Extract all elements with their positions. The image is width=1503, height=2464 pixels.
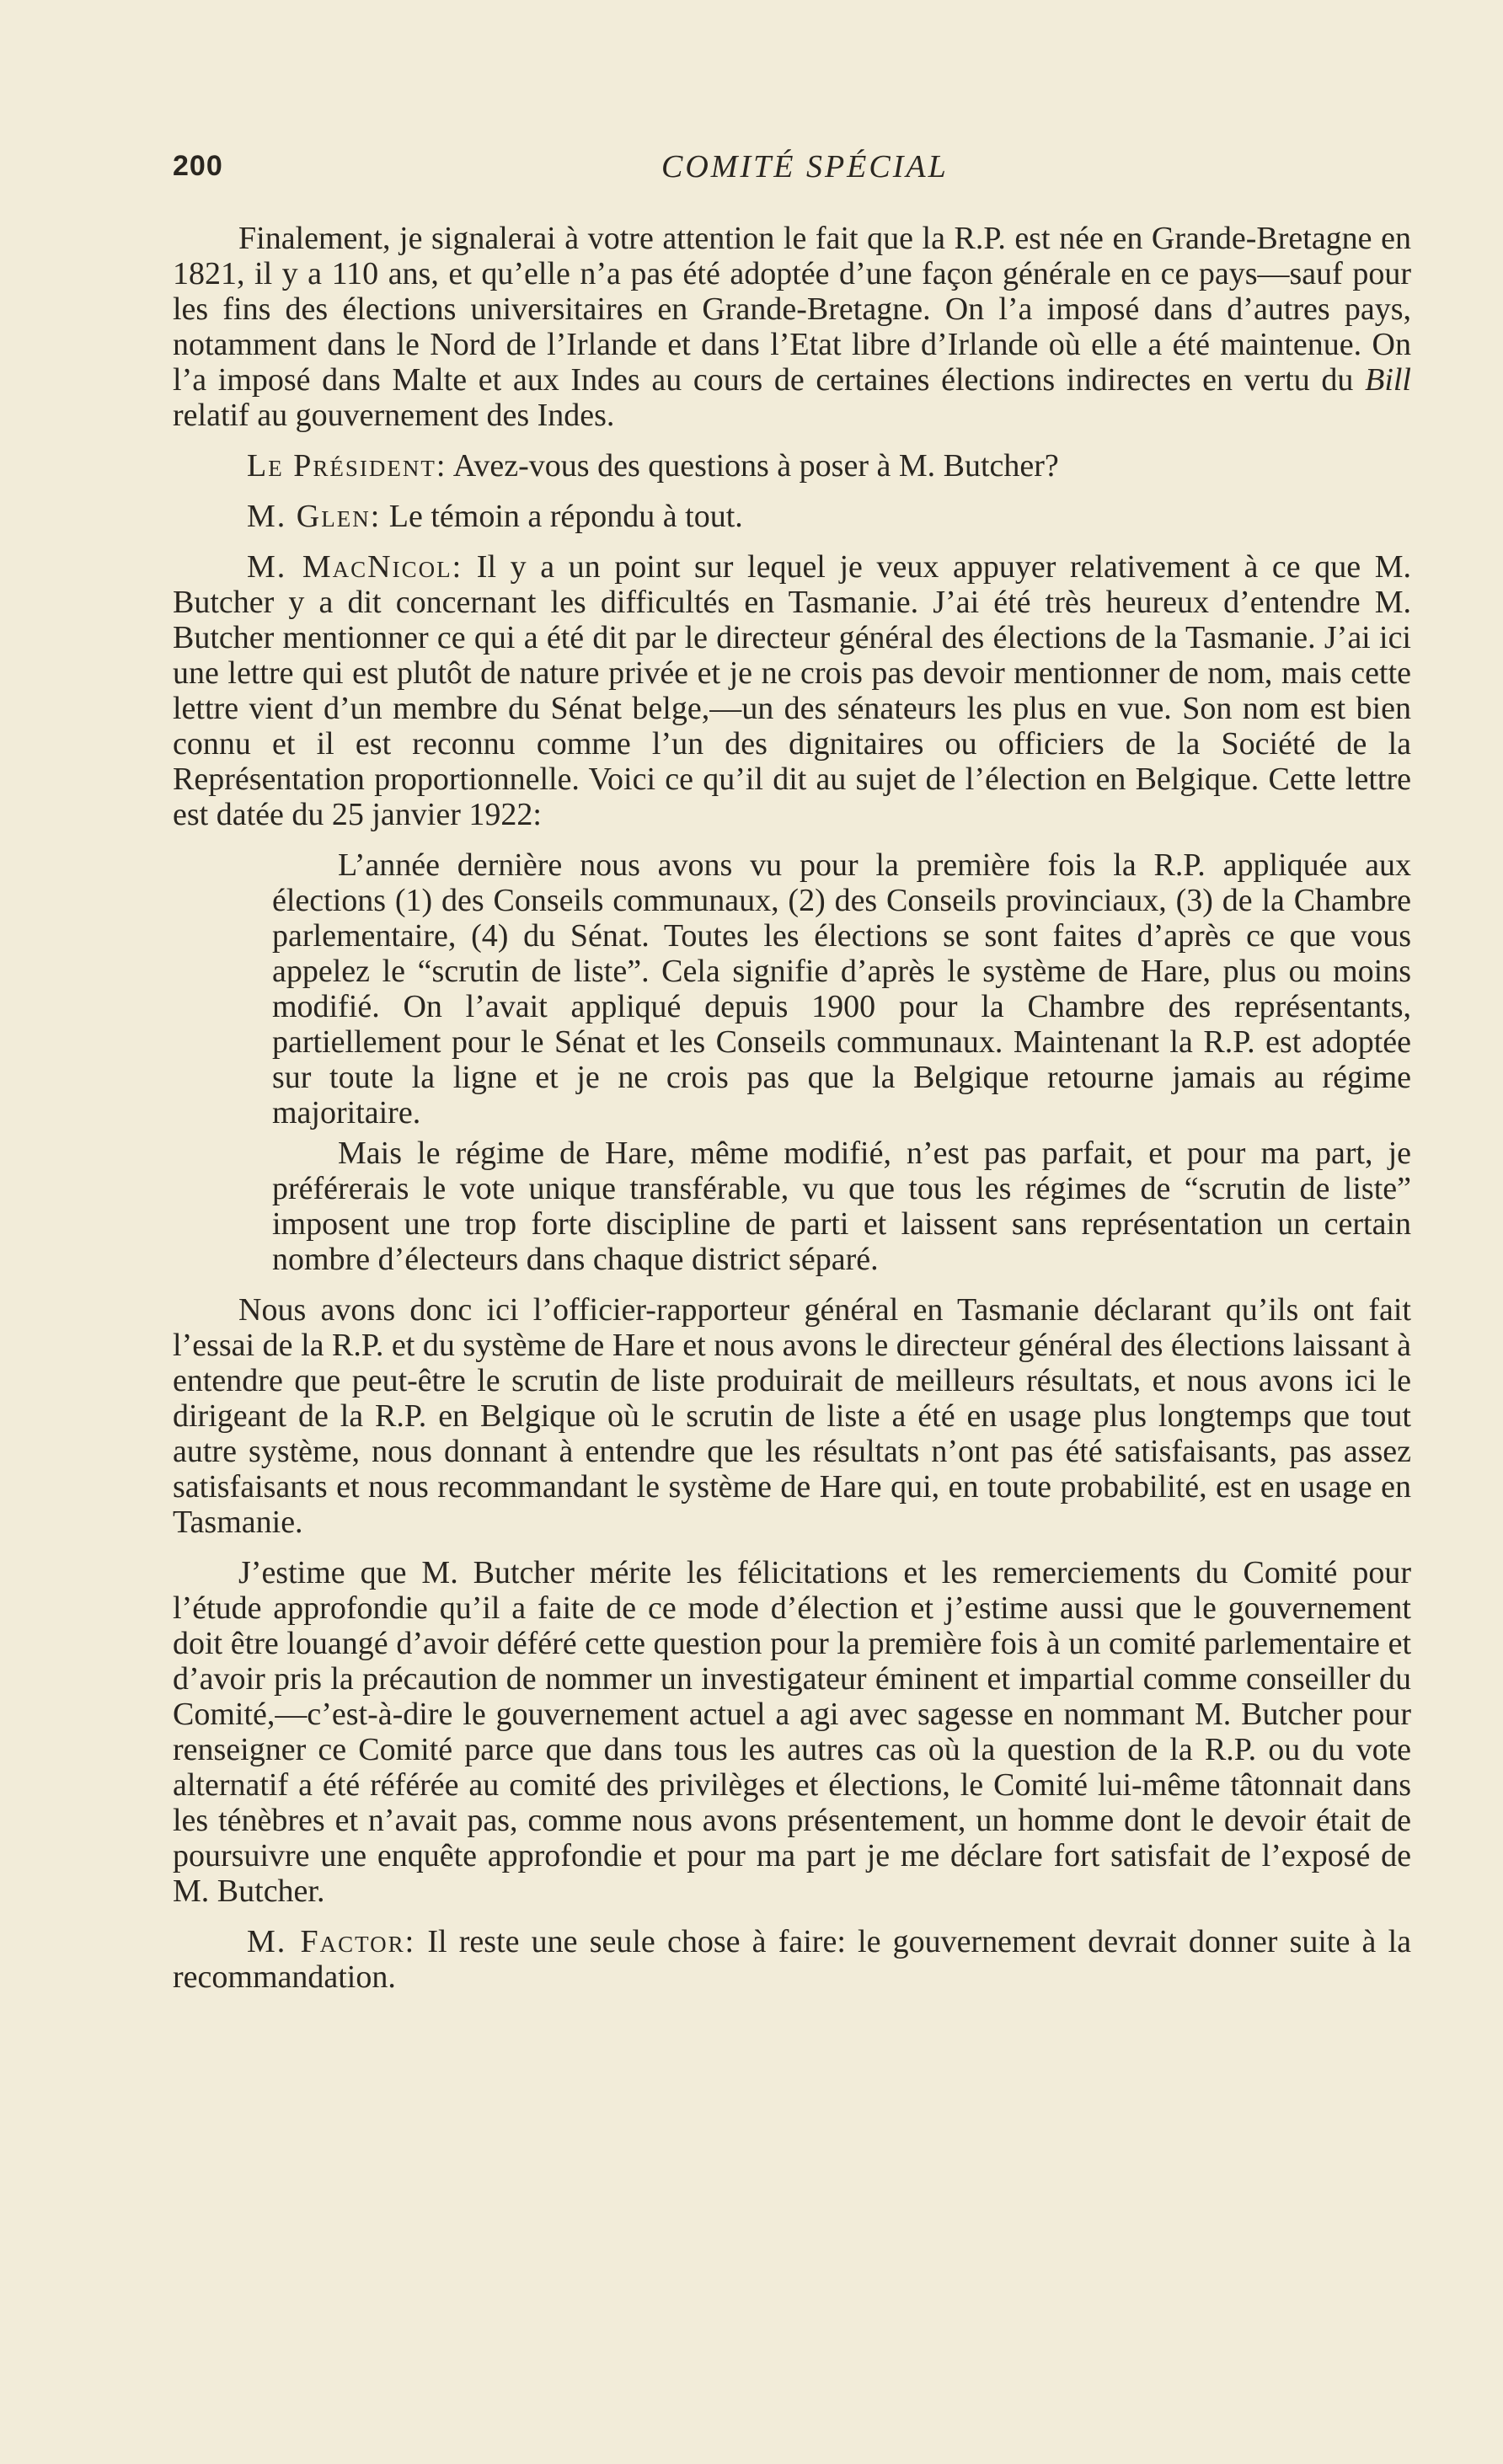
paragraph-estime: J’estime que M. Butcher mérite les félicitations et les remerciements du Comité pour l’étude approfondie qu’il a faite de ce mode d’élection et j’estime aussi que le gouvernement doit être louangé d’avoir déféré cette question pour la première fois à un comité parlementaire et d’avoir pris la précaution de nommer un investigateur éminent et impartial comme conseiller du Comité,—c’est-à-dire le gouvernement actuel a agi avec sagesse en nommant M. Butcher pour renseigner ce Comité parce que dans tous les autres cas où la question de la R.P. ou du vote alternatif a été référée au comité des privilèges et élections, le Comité lui-même tâtonnait dans les ténèbres et n’avait pas, comme nous avons présentement, un homme dont le devoir était de poursuivre une enquête approfondie et pour ma part je me déclare fort satisfait de l’exposé de M. Butcher. <box>173 1555 1411 1909</box>
bill-term: Bill <box>1365 362 1411 398</box>
speech-glen <box>173 499 1411 534</box>
page-header-title: COMITÉ SPÉCIAL <box>661 149 949 184</box>
running-head <box>173 143 1411 202</box>
speaker-glen: M. Glen: <box>247 499 382 534</box>
quote-paragraph-1: L’année dernière nous avons vu pour la première fois la R.P. appliquée aux élections (1) des Conseils communaux, (2) des Conseils provinciaux, (3) de la Chambre parlementaire, (4) du Sénat. Toutes les élections se sont faites d’après ce que vous appelez le “scrutin de liste”. Cela signifie d’après le système de Hare, plus ou moins modifié. On l’avait appliqué depuis 1900 pour la Chambre des représentants, partiellement pour le Sénat et les Conseils communaux. Maintenant la R.P. est adoptée sur toute la ligne et je ne crois pas que la Belgique retourne jamais au régime majoritaire. <box>272 847 1411 1130</box>
speech-factor <box>173 1924 1411 1995</box>
document-page <box>173 143 1411 2010</box>
paragraph-intro-text: Finalement, je signalerai à votre attention le fait que la R.P. est née en Grande-Bretagne en 1821, il y a 110 ans, et qu’elle n’a pas été adoptée d’une façon générale en ce pays—sauf pour les fins des élections universitaires en Grande-Bretagne. On l’a imposé dans d’autres pays, notamment dans le Nord de l’Irlande et dans l’Etat libre d’Irlande où elle a été maintenue. On l’a imposé dans Malte et aux Indes au cours de certaines élections indirectes en vertu du <box>173 221 1411 398</box>
letter-quotation <box>272 847 1411 1277</box>
speech-president <box>173 448 1411 484</box>
speech-macnicol-text: Il y a un point sur lequel je veux appuyer relativement à ce que M. Butcher y a dit concernant les difficultés en Tasmanie. J’ai été très heureux d’entendre M. Butcher mentionner ce qui a été dit par le directeur général des élections de la Tasmanie. J’ai ici une lettre qui est plutôt de nature privée et je ne crois pas devoir mentionner de nom, mais cette lettre vient d’un membre du Sénat belge,—un des sénateurs les plus en vue. Son nom est bien connu et il est reconnu comme l’un des dignitaires ou officiers de la Société de la Représentation proportionnelle. Voici ce qu’il dit au sujet de l’élection en Belgique. Cette lettre est datée du 25 janvier 1922: <box>173 549 1412 832</box>
document-body <box>173 221 1411 1995</box>
speaker-factor: M. Factor: <box>247 1924 416 1959</box>
speech-glen-text: Le témoin a répondu à tout. <box>381 499 743 534</box>
page-number: 200 <box>173 150 223 182</box>
paragraph-intro-end: relatif au gouvernement des Indes. <box>173 398 615 433</box>
quote-paragraph-2: Mais le régime de Hare, même modifié, n’est pas parfait, et pour ma part, je préférerais le vote unique transférable, vu que tous les régimes de “scrutin de liste” imposent une trop forte discipline de parti et laissent sans représentation un certain nombre d’électeurs dans chaque district séparé. <box>272 1136 1411 1277</box>
speech-president-text: Avez-vous des questions à poser à M. Butcher? <box>447 448 1059 484</box>
speech-factor-text: Il reste une seule chose à faire: le gouvernement devrait donner suite à la recommandation. <box>173 1924 1412 1995</box>
speech-macnicol <box>173 549 1411 832</box>
speaker-president: Le Président: <box>247 448 447 484</box>
paragraph-tasmania: Nous avons donc ici l’officier-rapporteur général en Tasmanie déclarant qu’ils ont fait l’essai de la R.P. et du système de Hare et nous avons le directeur général des élections laissant à entendre que peut-être le scrutin de liste produirait de meilleurs résultats, et nous avons ici le dirigeant de la R.P. en Belgique où le scrutin de liste a été en usage plus longtemps que tout autre système, nous donnant à entendre que les résultats n’ont pas été satisfaisants, pas assez satisfaisants et nous recommandant le système de Hare qui, en toute probabilité, est en usage en Tasmanie. <box>173 1292 1411 1540</box>
paragraph-intro <box>173 221 1411 433</box>
speaker-macnicol: M. MacNicol: <box>247 549 463 585</box>
